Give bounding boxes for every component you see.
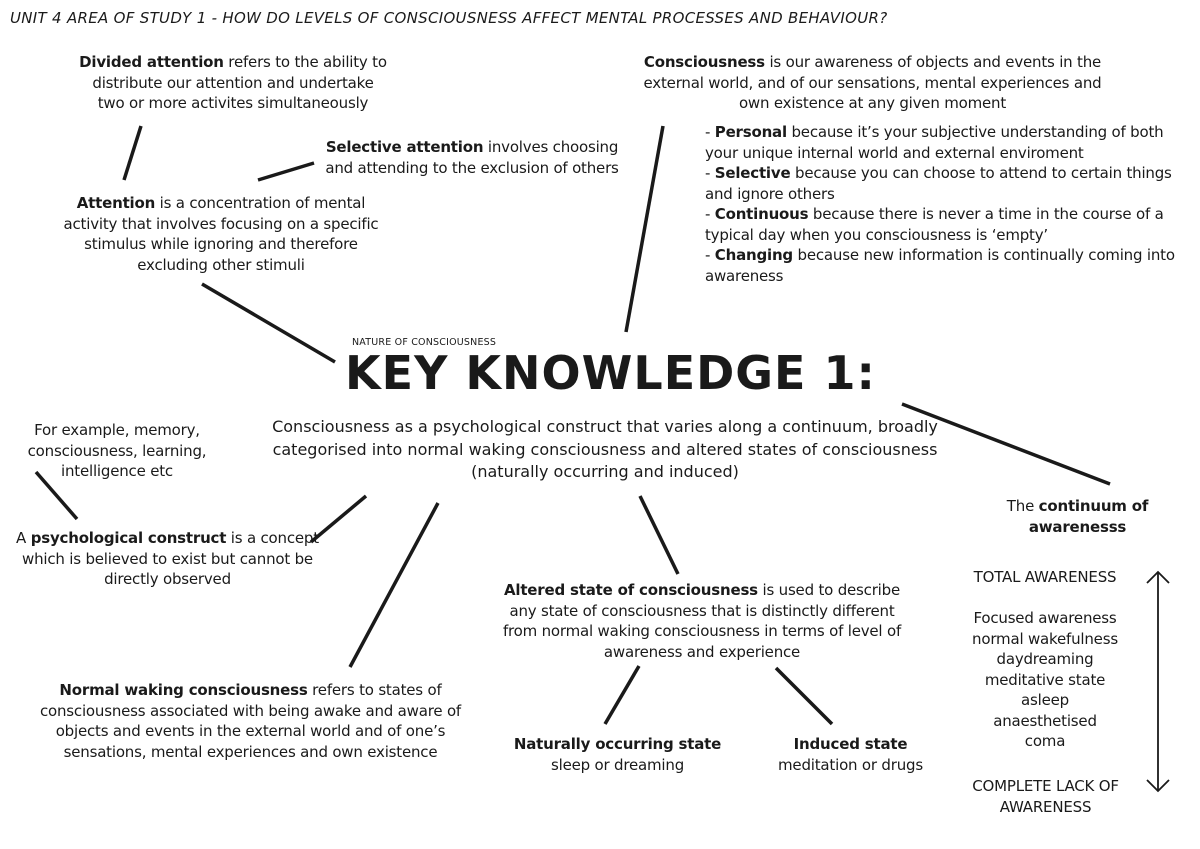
induced-note bbox=[748, 734, 953, 775]
center-description: Consciousness as a psychological construct that varies along a continuum, broadly categorised into normal waking consciousness and altered states of consciousness (naturally occurring and induced) bbox=[272, 417, 938, 481]
naturally-occurring-term: Naturally occurring state bbox=[513, 735, 722, 753]
continuum-level: normal wakefulness bbox=[972, 629, 1118, 648]
double-arrow-icon bbox=[1147, 572, 1169, 791]
line-consciousness-to-center bbox=[626, 126, 663, 332]
altered-state-term: Altered state of consciousness bbox=[503, 581, 758, 599]
center-title: KEY KNOWLEDGE 1: bbox=[345, 346, 876, 400]
continuum-level: Focused awareness bbox=[973, 609, 1117, 627]
characteristic-item: - Selective because you can choose to attend to certain things and ignore others bbox=[705, 164, 1172, 203]
continuum-term: continuum of awarenesss bbox=[1028, 497, 1149, 536]
induced-term: Induced state bbox=[793, 735, 908, 753]
continuum-top-label: TOTAL AWARENESS bbox=[973, 568, 1117, 586]
continuum-bottom-label: COMPLETE LACK OF AWARENESS bbox=[972, 777, 1119, 816]
selective-attention-definition: involves choosing and attending to the exclusion of others bbox=[325, 138, 619, 177]
normal-waking-note bbox=[38, 680, 463, 762]
line-altered-to-center bbox=[640, 496, 678, 574]
continuum-level: coma bbox=[1024, 732, 1066, 750]
characteristic-item: - Continuous because there is never a time in the course of a typical day when you consciousness is ‘empty’ bbox=[705, 205, 1164, 244]
selective-attention-note bbox=[316, 137, 628, 178]
psych-construct-definition: is a concept which is believed to exist but cannot be directly observed bbox=[22, 529, 319, 588]
induced-example: meditation or drugs bbox=[778, 755, 923, 774]
line-altered-to-natural bbox=[605, 666, 639, 724]
altered-state-definition: is used to describe any state of consciousness that is distinctly different from normal waking consciousness in terms of level of awareness and experience bbox=[502, 581, 902, 661]
divided-attention-definition: refers to the ability to distribute our attention and undertake two or more activites simultaneously bbox=[92, 53, 387, 112]
consciousness-characteristics bbox=[705, 122, 1177, 286]
continuum-level: anaesthetised bbox=[993, 711, 1097, 730]
line-normal-waking-to-center bbox=[350, 503, 438, 667]
naturally-occurring-example: sleep or dreaming bbox=[550, 755, 685, 774]
line-divided-to-attention bbox=[124, 126, 141, 180]
selective-attention-term: Selective attention bbox=[325, 138, 484, 156]
consciousness-term: Consciousness bbox=[643, 53, 765, 71]
center-subtitle: NATURE OF CONSCIOUSNESS bbox=[352, 337, 497, 348]
normal-waking-term: Normal waking consciousness bbox=[59, 681, 308, 699]
characteristic-item: - Changing because new information is continually coming into awareness bbox=[705, 246, 1175, 285]
divided-attention-term: Divided attention bbox=[79, 53, 224, 71]
line-selective-to-attention bbox=[258, 163, 314, 180]
continuum-level: daydreaming bbox=[996, 650, 1094, 668]
normal-waking-definition: refers to states of consciousness associated with being awake and aware of objects and events in the external world and of one’s sensations, mental experiences and own existence bbox=[39, 681, 462, 761]
characteristic-item: - Personal because it’s your subjective understanding of both your unique internal world and external enviroment bbox=[705, 123, 1164, 162]
psych-construct-term: psychological construct bbox=[30, 529, 227, 547]
divided-attention-note bbox=[78, 52, 388, 114]
continuum-level: meditative state bbox=[984, 670, 1106, 689]
consciousness-definition: is our awareness of objects and events in the external world, and of our sensations, mental experiences and own existence at any given moment bbox=[643, 53, 1102, 112]
psych-construct-note: A psychological construct is a concept which is believed to exist but cannot be directly observed bbox=[16, 529, 319, 588]
naturally-occurring-note bbox=[505, 734, 730, 775]
examples-note: For example, memory, consciousness, learning, intelligence etc bbox=[27, 421, 207, 480]
line-altered-to-induced bbox=[776, 668, 832, 724]
attention-note bbox=[56, 193, 386, 275]
consciousness-note bbox=[640, 52, 1105, 114]
line-attention-to-center bbox=[202, 284, 335, 362]
continuum-level: asleep bbox=[1021, 691, 1069, 709]
attention-term: Attention bbox=[76, 194, 156, 212]
continuum-heading: The continuum of awarenesss bbox=[1006, 497, 1149, 536]
attention-definition: is a concentration of mental activity that involves focusing on a specific stimulus while ignoring and therefore excluding other stimuli bbox=[63, 194, 379, 274]
continuum-levels bbox=[945, 608, 1145, 752]
altered-state-note bbox=[492, 580, 912, 662]
page-header: UNIT 4 AREA OF STUDY 1 - HOW DO LEVELS OF CONSCIOUSNESS AFFECT MENTAL PROCESSES AND BEHAVIOUR? bbox=[10, 9, 888, 27]
